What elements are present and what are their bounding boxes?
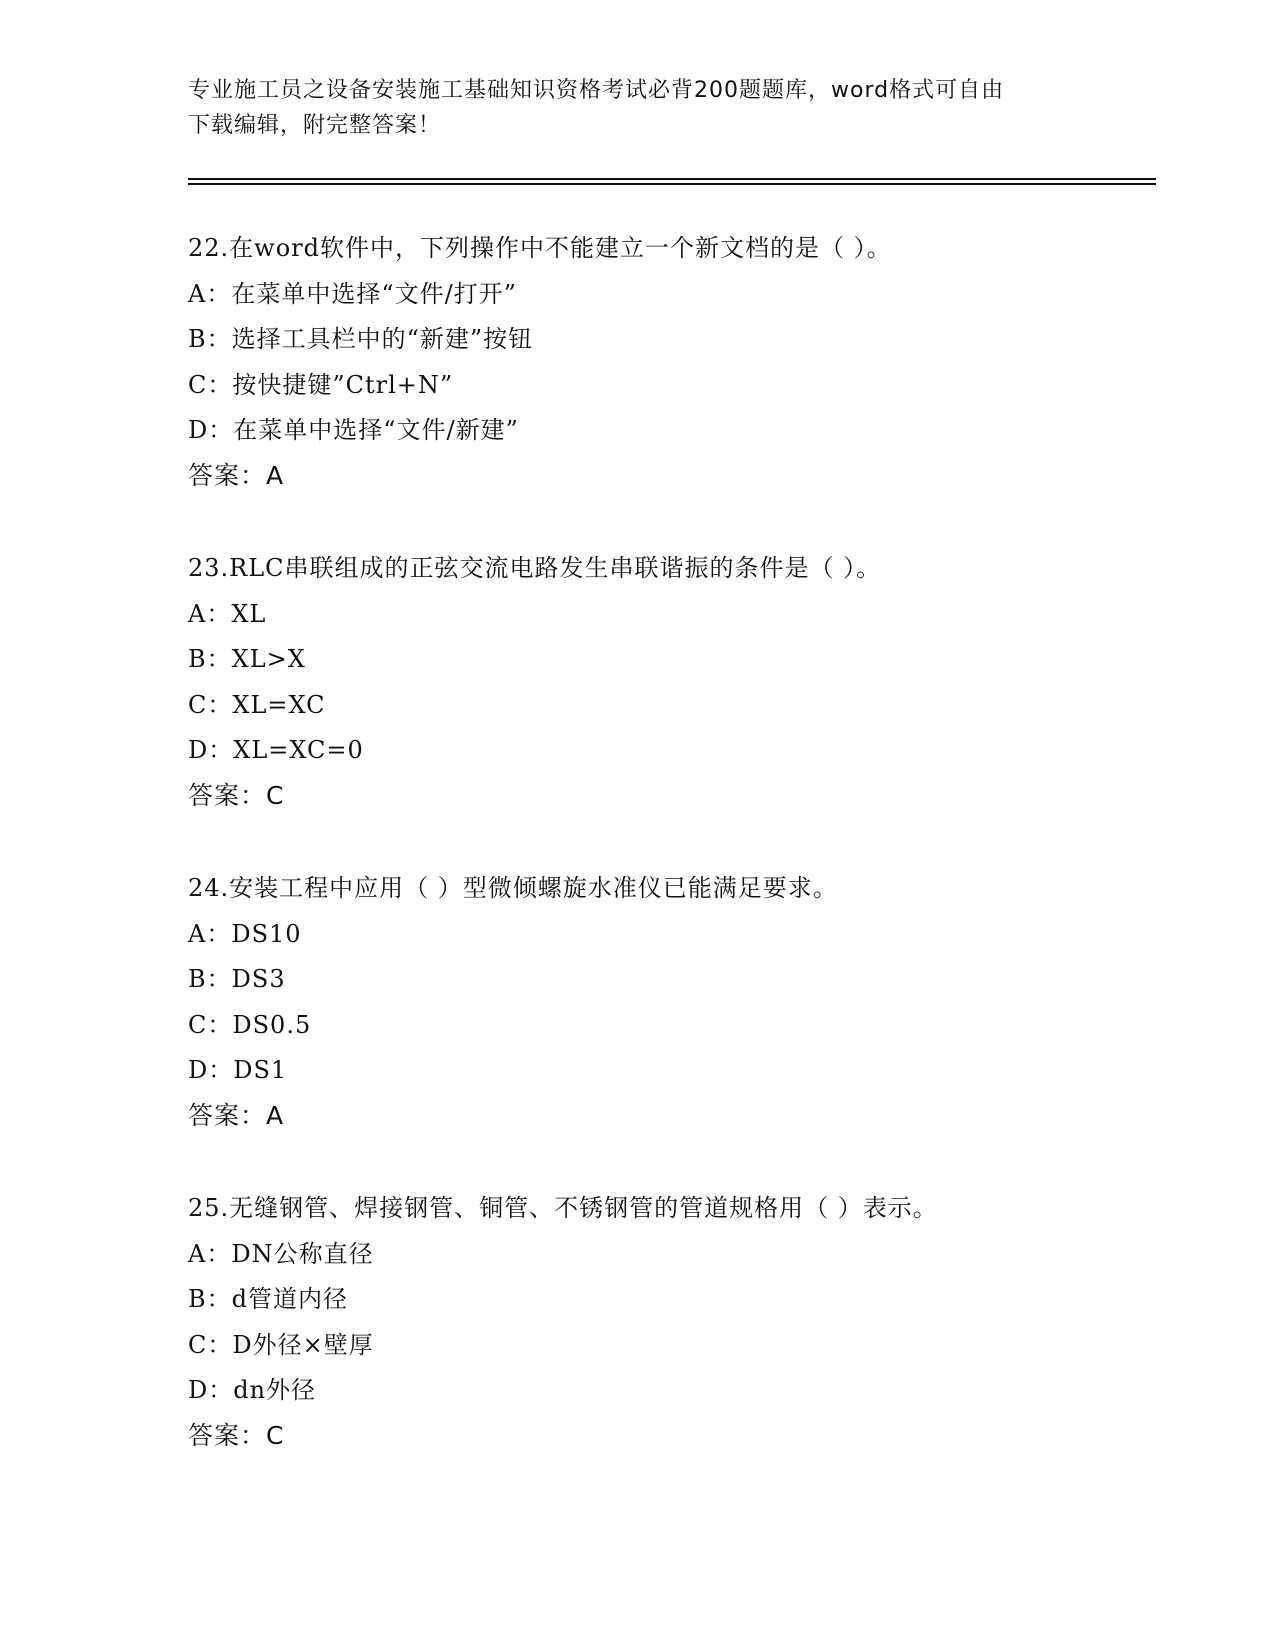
question-23 [188, 553, 1168, 873]
option-b: B：d管道内径 [188, 1285, 348, 1313]
option-a: A：XL [188, 599, 267, 628]
header-divider-bottom [188, 183, 1156, 185]
header-line-2: 下载编辑，附完整答案！ [188, 113, 442, 138]
answer: 答案：C [188, 780, 285, 810]
header-line-1: 专业施工员之设备安装施工基础知识资格考试必背200题题库，word格式可自由 [188, 78, 1005, 103]
option-c: C：D外径×壁厚 [188, 1330, 374, 1359]
question-22 [188, 233, 1168, 553]
option-b: B：DS3 [188, 965, 286, 993]
option-c: C：DS0.5 [188, 1010, 312, 1039]
option-b: B：XL>X [188, 645, 306, 673]
answer: 答案：A [188, 460, 285, 490]
question-list [188, 233, 1168, 1513]
option-b: B：选择工具栏中的“新建”按钮 [188, 325, 534, 353]
question-stem: 23.RLC串联组成的正弦交流电路发生串联谐振的条件是（ ）。 [188, 554, 882, 582]
option-a: A：在菜单中选择“文件/打开” [188, 279, 517, 308]
question-25 [188, 1193, 1168, 1513]
question-stem: 25.无缝钢管、焊接钢管、铜管、不锈钢管的管道规格用（ ）表示。 [188, 1194, 938, 1222]
document-header [188, 73, 1088, 143]
option-a: A：DN公称直径 [188, 1239, 374, 1268]
option-a: A：DS10 [188, 919, 302, 948]
answer: 答案：C [188, 1420, 285, 1450]
option-c: C：XL=XC [188, 690, 326, 719]
question-stem: 24.安装工程中应用（ ）型微倾螺旋水准仪已能满足要求。 [188, 874, 838, 902]
header-divider-top [188, 178, 1156, 180]
option-d: D：XL=XC=0 [188, 736, 364, 764]
option-c: C：按快捷键”Ctrl+N” [188, 370, 454, 399]
question-stem: 22.在word软件中，下列操作中不能建立一个新文档的是（ ）。 [188, 234, 892, 262]
option-d: D：dn外径 [188, 1376, 317, 1404]
answer: 答案：A [188, 1100, 285, 1130]
option-d: D：在菜单中选择“文件/新建” [188, 416, 519, 444]
option-d: D：DS1 [188, 1056, 288, 1084]
question-24 [188, 873, 1168, 1193]
